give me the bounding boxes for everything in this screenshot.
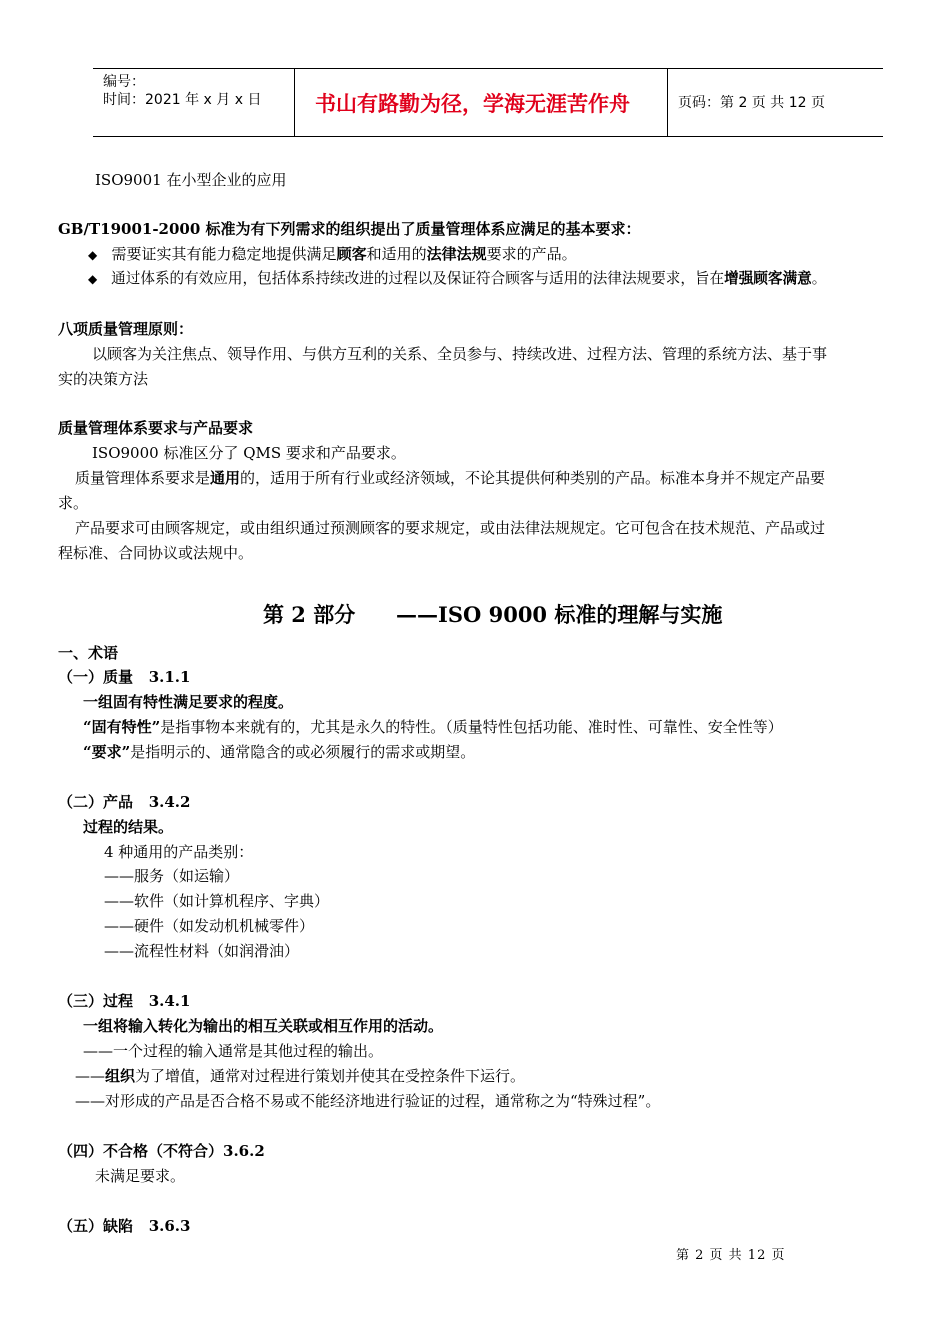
term1-title: （一）质量 [58, 668, 134, 686]
term3-line1: ——一个过程的输入通常是其他过程的输出。 [83, 1042, 384, 1060]
gbt-b2-post: 。 [811, 270, 827, 287]
diamond-bullet-icon: ◆ [88, 248, 98, 262]
gbt-bullet-2 [88, 272, 826, 287]
gbt-b1-post: 要求的产品。 [486, 245, 577, 263]
qms-p3-line2: 程标准、合同协议或法规中。 [58, 544, 254, 562]
list-item: ——流程性材料（如润滑油） [104, 942, 300, 960]
doc-title: ISO9001 在小型企业的应用 [95, 171, 287, 189]
header-table [93, 68, 883, 137]
qms-p2 [75, 471, 825, 486]
time-label: 时间：2021 年 x 月 x 日 [103, 92, 262, 108]
term1-note2-text: 是指明示的、通常隐含的或必须履行的需求或期望。 [130, 743, 476, 761]
principles-line2: 实的决策方法 [58, 370, 149, 388]
term1-heading [58, 670, 190, 685]
term5-code: 3.6.3 [148, 1217, 191, 1235]
term4-heading: （四）不合格（不符合）3.6.2 [58, 1142, 265, 1160]
page-code: 页码：第 2 页 共 12 页 [678, 95, 825, 111]
part2-title-right: ——ISO 9000 标准的理解与实施 [396, 602, 723, 627]
term3-line2 [75, 1069, 525, 1084]
motto: 书山有路勤为径，学海无涯苦作舟 [315, 92, 630, 116]
term1-note1 [83, 720, 783, 735]
term1-note2-term: “要求” [83, 743, 131, 761]
list-item: ——软件（如计算机程序、字典） [104, 892, 330, 910]
term3-line3: ——对形成的产品是否合格不易或不能经济地进行验证的过程，通常称之为“特殊过程”。 [75, 1092, 661, 1110]
header-page-cell [668, 69, 883, 136]
qms-heading: 质量管理体系要求与产品要求 [58, 419, 254, 437]
principles-heading: 八项质量管理原则： [58, 320, 194, 338]
term2-intro: 4 种通用的产品类别： [104, 843, 254, 861]
term3-definition: 一组将输入转化为输出的相互关联或相互作用的活动。 [83, 1017, 444, 1035]
principles-line1: 以顾客为关注焦点、领导作用、与供方互利的关系、全员参与、持续改进、过程方法、管理的系统方法、基于事 [92, 345, 828, 363]
term1-definition: 一组固有特性满足要求的程度。 [83, 693, 294, 711]
qms-p2-pre: 质量管理体系要求是 [75, 469, 211, 487]
header-motto-cell [295, 69, 668, 136]
term1-note2 [83, 745, 475, 760]
gbt-heading: GB/T19001-2000 标准为有下列需求的组织提出了质量管理体系应满足的基本要求： [58, 220, 641, 238]
gbt-b1-mid: 和适用的 [366, 245, 427, 263]
term3-heading [58, 994, 190, 1009]
term2-title: （二）产品 [58, 793, 134, 811]
footer-page-number: 第 2 页 共 12 页 [676, 1248, 786, 1263]
term2-definition: 过程的结果。 [83, 818, 174, 836]
term3-line2-post: 为了增值，通常对过程进行策划并使其在受控条件下运行。 [135, 1067, 526, 1085]
list-item: ——服务（如运输） [104, 867, 240, 885]
list-item: ——硬件（如发动机机械零件） [104, 917, 315, 935]
term4-definition: 未满足要求。 [95, 1167, 186, 1185]
term3-code: 3.4.1 [148, 992, 191, 1010]
term2-heading [58, 795, 190, 810]
qms-p2-line2: 求。 [58, 494, 89, 512]
term1-note1-text: 是指事物本来就有的，尤其是永久的特性。（质量特性包括功能、准时性、可靠性、安全性等） [160, 718, 783, 736]
gbt-b1-strong1: 顾客 [336, 245, 367, 263]
gbt-b1-strong2: 法律法规 [426, 245, 487, 263]
part2-title-left: 第 2 部分 [263, 602, 356, 627]
term3-title: （三）过程 [58, 992, 134, 1010]
header-left-cell [93, 69, 295, 136]
term3-line2-strong: 组织 [105, 1067, 136, 1085]
term1-code: 3.1.1 [148, 668, 191, 686]
qms-p2-strong: 通用 [210, 469, 241, 487]
term2-code: 3.4.2 [148, 793, 191, 811]
gbt-b2-strong: 增强顾客满意 [724, 270, 812, 287]
term5-heading [58, 1219, 190, 1234]
gbt-b1-pre: 需要证实其有能力稳定地提供满足 [111, 245, 337, 263]
diamond-bullet-icon: ◆ [88, 272, 98, 286]
qms-p1: ISO9000 标准区分了 QMS 要求和产品要求。 [92, 444, 406, 462]
qms-p2-post: 的，适用于所有行业或经济领域，不论其提供何种类别的产品。标准本身并不规定产品要 [240, 469, 826, 487]
qms-p3-line1: 产品要求可由顾客规定，或由组织通过预测顾客的要求规定，或由法律法规规定。它可包含在技术规范、产品或过 [75, 519, 826, 537]
serial-label: 编号： [103, 74, 145, 90]
terms-heading: 一、术语 [58, 644, 119, 662]
term3-line2-pre: —— [75, 1067, 105, 1085]
term1-note1-term: “固有特性” [83, 718, 161, 736]
gbt-bullet-1 [88, 247, 577, 262]
term5-title: （五）缺陷 [58, 1217, 134, 1235]
gbt-b2-pre: 通过体系的有效应用，包括体系持续改进的过程以及保证符合顾客与适用的法律法规要求，旨在 [111, 270, 725, 287]
